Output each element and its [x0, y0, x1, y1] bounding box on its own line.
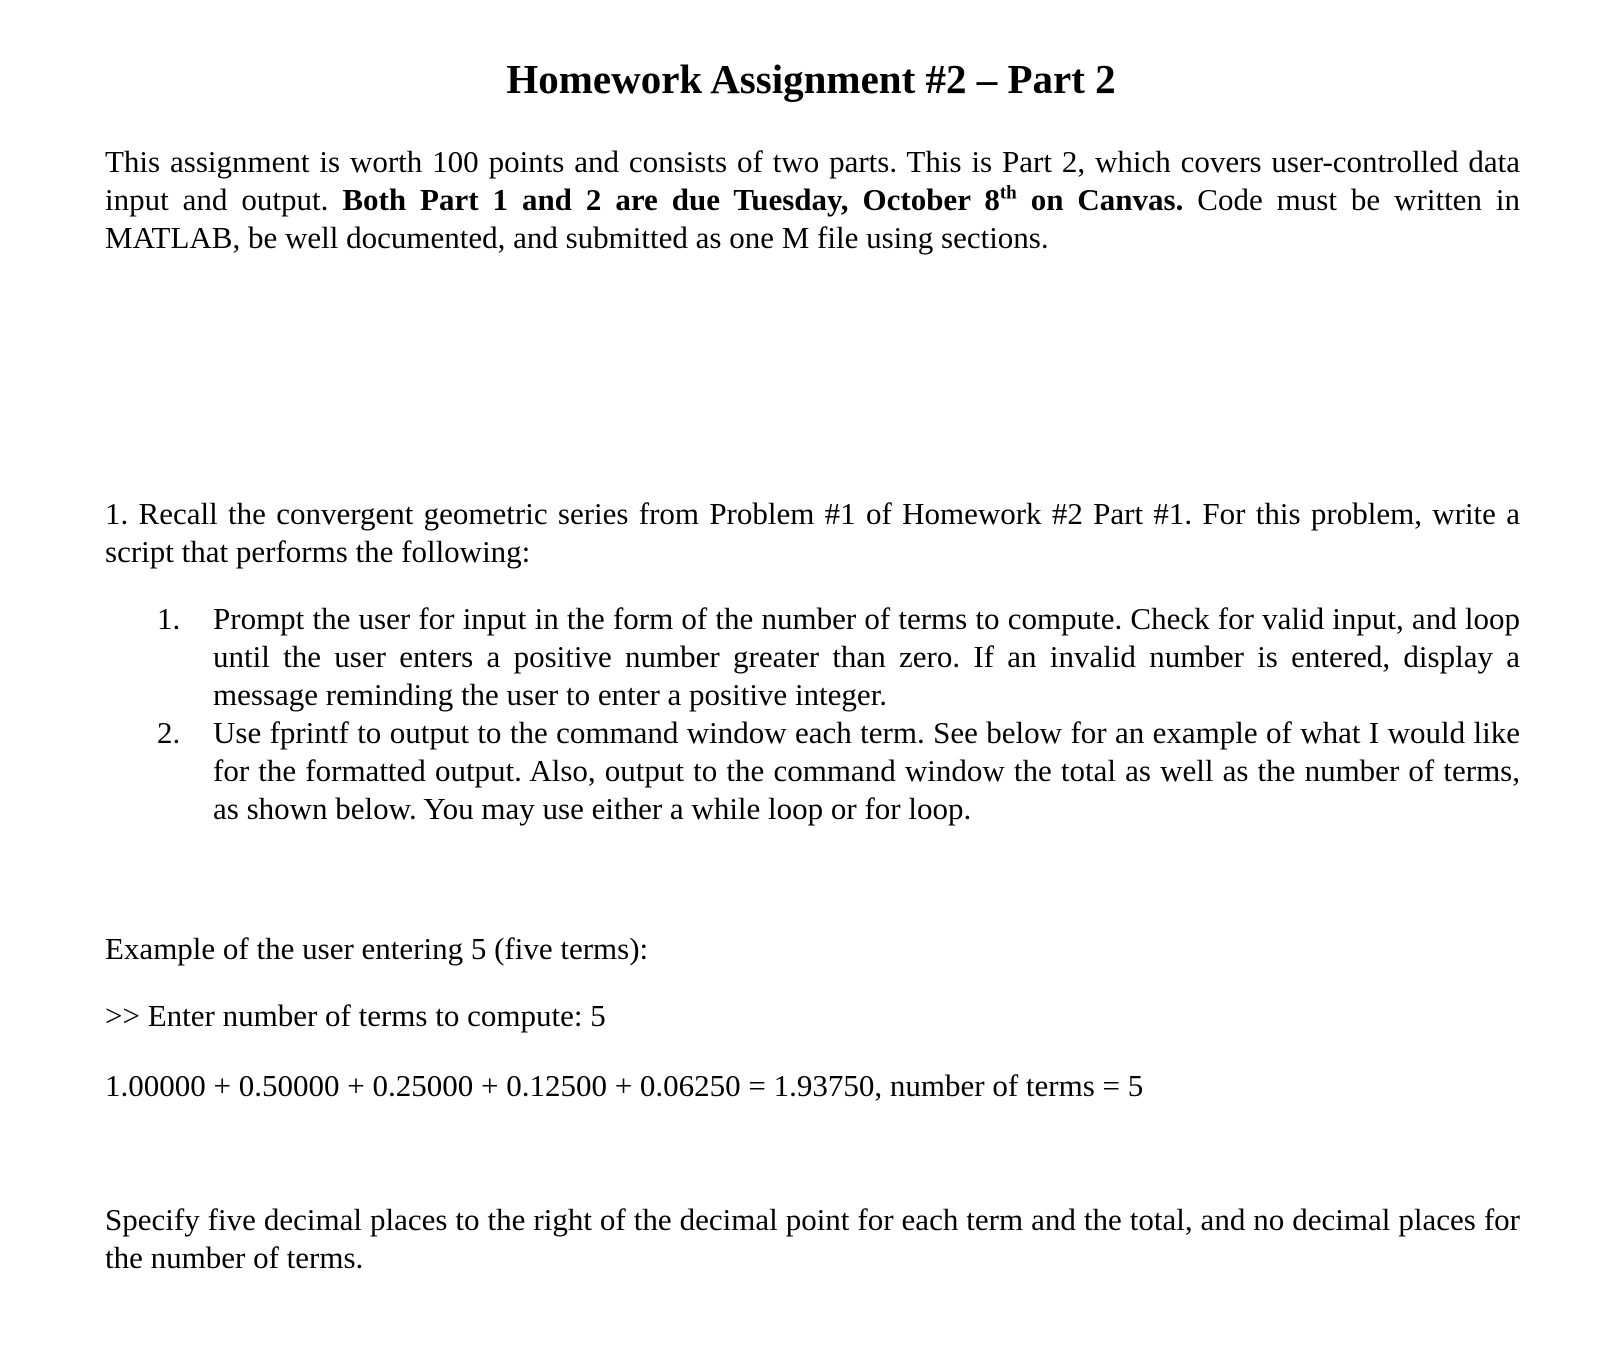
- list-item-number: 2.: [157, 715, 181, 750]
- example-output-line: 1.00000 + 0.50000 + 0.25000 + 0.12500 + 0.06250 = 1.93750, number of terms = 5: [105, 1068, 1144, 1103]
- ordinal-suffix: th: [999, 182, 1017, 204]
- list-item-number: 1.: [157, 601, 181, 636]
- intro-paragraph: [105, 143, 1520, 257]
- closing-paragraph: Specify five decimal places to the right of the decimal point for each term and the total, and no decimal places for the number of terms.: [105, 1202, 1520, 1275]
- example-label: Example of the user entering 5 (five terms):: [105, 931, 649, 966]
- problem-1-text: 1. Recall the convergent geometric series from Problem #1 of Homework #2 Part #1. For this problem, write a script that performs the following:: [105, 496, 1520, 569]
- due-date-text: Both Part 1 and 2 are due Tuesday, October 8: [342, 182, 1000, 217]
- intro-text-a: This assignment is worth 100 points and consists of two parts. This is Part 2, which covers user-controlled data input and output.: [105, 144, 1520, 217]
- example-prompt-line: >> Enter number of terms to compute: 5: [105, 998, 606, 1033]
- list-item-text: Prompt the user for input in the form of the number of terms to compute. Check for valid input, and loop until the user enters a positive number greater than zero. If an invalid number is entered, display a message reminding the user to enter a positive integer.: [213, 601, 1520, 712]
- intro-text-b: Code must be written in MATLAB, be well documented, and submitted as one M file using sections.: [105, 182, 1521, 255]
- list-item-text: Use fprintf to output to the command window each term. See below for an example of what I would like for the formatted output. Also, output to the command window the total as well as the number of terms, as shown below. You may use either a while loop or for loop.: [213, 715, 1520, 826]
- page-title: Homework Assignment #2 – Part 2: [506, 56, 1116, 102]
- due-location-text: on Canvas.: [1016, 182, 1184, 217]
- list-item: [105, 600, 1520, 714]
- due-date-bold: [342, 182, 1183, 217]
- steps-list: [105, 600, 1520, 828]
- list-item: [105, 714, 1520, 828]
